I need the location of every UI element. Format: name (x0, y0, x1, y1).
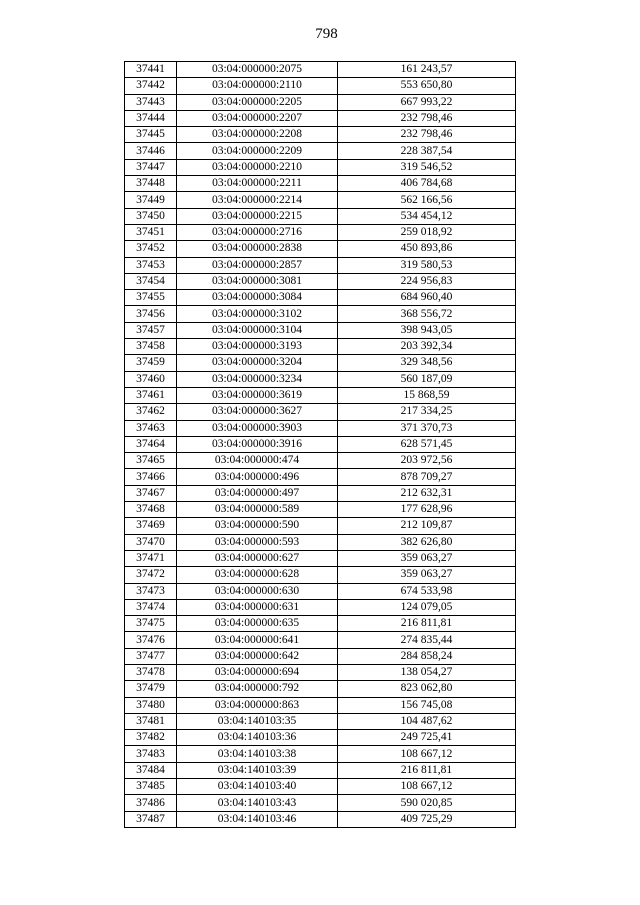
cadastral-value-cell: 562 166,56 (338, 192, 516, 208)
table-row (125, 387, 516, 403)
table-row (125, 502, 516, 518)
row-number-cell: 37462 (125, 404, 177, 420)
table-row (125, 469, 516, 485)
row-number-cell: 37482 (125, 730, 177, 746)
row-number-cell: 37460 (125, 371, 177, 387)
cadastral-number-cell: 03:04:000000:631 (177, 599, 338, 615)
cadastral-number-cell: 03:04:000000:3084 (177, 290, 338, 306)
table-row (125, 78, 516, 94)
table-row (125, 713, 516, 729)
row-number-cell: 37470 (125, 534, 177, 550)
cadastral-value-cell: 104 487,62 (338, 713, 516, 729)
cadastral-number-cell: 03:04:000000:3234 (177, 371, 338, 387)
row-number-cell: 37485 (125, 779, 177, 795)
table-row (125, 192, 516, 208)
cadastral-number-cell: 03:04:000000:474 (177, 453, 338, 469)
row-number-cell: 37467 (125, 485, 177, 501)
cadastre-value-table (124, 61, 516, 828)
row-number-cell: 37441 (125, 62, 177, 78)
cadastral-value-cell: 228 387,54 (338, 143, 516, 159)
row-number-cell: 37463 (125, 420, 177, 436)
table-row (125, 811, 516, 827)
cadastral-number-cell: 03:04:000000:3104 (177, 322, 338, 338)
row-number-cell: 37472 (125, 567, 177, 583)
cadastral-value-cell: 212 632,31 (338, 485, 516, 501)
cadastral-value-cell: 224 956,83 (338, 273, 516, 289)
table-row (125, 339, 516, 355)
table-row (125, 404, 516, 420)
cadastral-number-cell: 03:04:000000:3193 (177, 339, 338, 355)
cadastral-value-cell: 124 079,05 (338, 599, 516, 615)
cadastral-value-cell: 156 745,08 (338, 697, 516, 713)
row-number-cell: 37464 (125, 436, 177, 452)
table-row (125, 599, 516, 615)
cadastral-value-cell: 217 334,25 (338, 404, 516, 420)
table-row (125, 159, 516, 175)
row-number-cell: 37453 (125, 257, 177, 273)
cadastral-number-cell: 03:04:000000:863 (177, 697, 338, 713)
row-number-cell: 37449 (125, 192, 177, 208)
cadastral-value-cell: 232 798,46 (338, 127, 516, 143)
cadastral-number-cell: 03:04:000000:2716 (177, 224, 338, 240)
table-row (125, 632, 516, 648)
cadastral-value-cell: 212 109,87 (338, 518, 516, 534)
cadastral-number-cell: 03:04:140103:35 (177, 713, 338, 729)
table-row (125, 746, 516, 762)
row-number-cell: 37473 (125, 583, 177, 599)
row-number-cell: 37480 (125, 697, 177, 713)
table-row (125, 110, 516, 126)
cadastral-value-cell: 368 556,72 (338, 306, 516, 322)
table-row (125, 583, 516, 599)
row-number-cell: 37466 (125, 469, 177, 485)
row-number-cell: 37471 (125, 550, 177, 566)
table-row (125, 371, 516, 387)
table-row (125, 306, 516, 322)
cadastral-value-cell: 232 798,46 (338, 110, 516, 126)
cadastral-value-cell: 259 018,92 (338, 224, 516, 240)
table-row (125, 730, 516, 746)
cadastral-number-cell: 03:04:000000:2207 (177, 110, 338, 126)
cadastral-number-cell: 03:04:000000:3204 (177, 355, 338, 371)
cadastral-number-cell: 03:04:000000:497 (177, 485, 338, 501)
table-row (125, 127, 516, 143)
cadastral-number-cell: 03:04:000000:630 (177, 583, 338, 599)
cadastral-value-cell: 108 667,12 (338, 779, 516, 795)
cadastral-number-cell: 03:04:000000:2211 (177, 176, 338, 192)
table-row (125, 648, 516, 664)
cadastral-value-cell: 534 454,12 (338, 208, 516, 224)
cadastral-value-cell: 406 784,68 (338, 176, 516, 192)
cadastral-value-cell: 359 063,27 (338, 550, 516, 566)
row-number-cell: 37448 (125, 176, 177, 192)
cadastral-value-cell: 878 709,27 (338, 469, 516, 485)
cadastral-number-cell: 03:04:000000:2215 (177, 208, 338, 224)
cadastral-value-cell: 108 667,12 (338, 746, 516, 762)
cadastral-number-cell: 03:04:000000:2214 (177, 192, 338, 208)
cadastral-number-cell: 03:04:000000:3081 (177, 273, 338, 289)
cadastral-value-cell: 177 628,96 (338, 502, 516, 518)
page-number: 798 (315, 26, 338, 42)
cadastral-number-cell: 03:04:000000:694 (177, 664, 338, 680)
table-row (125, 322, 516, 338)
cadastral-number-cell: 03:04:000000:496 (177, 469, 338, 485)
row-number-cell: 37486 (125, 795, 177, 811)
cadastral-value-cell: 553 650,80 (338, 78, 516, 94)
cadastral-value-cell: 359 063,27 (338, 567, 516, 583)
cadastral-number-cell: 03:04:000000:792 (177, 681, 338, 697)
cadastral-value-cell: 560 187,09 (338, 371, 516, 387)
cadastral-number-cell: 03:04:000000:2209 (177, 143, 338, 159)
table-row (125, 567, 516, 583)
cadastral-number-cell: 03:04:000000:3903 (177, 420, 338, 436)
cadastral-value-cell: 216 811,81 (338, 762, 516, 778)
table-row (125, 62, 516, 78)
table-row (125, 224, 516, 240)
cadastral-value-cell: 823 062,80 (338, 681, 516, 697)
cadastral-value-cell: 284 858,24 (338, 648, 516, 664)
cadastral-number-cell: 03:04:140103:38 (177, 746, 338, 762)
cadastral-number-cell: 03:04:000000:641 (177, 632, 338, 648)
row-number-cell: 37447 (125, 159, 177, 175)
cadastral-value-cell: 371 370,73 (338, 420, 516, 436)
table-row (125, 241, 516, 257)
table-row (125, 273, 516, 289)
cadastral-value-cell: 450 893,86 (338, 241, 516, 257)
table-row (125, 550, 516, 566)
table-row (125, 257, 516, 273)
row-number-cell: 37458 (125, 339, 177, 355)
row-number-cell: 37481 (125, 713, 177, 729)
cadastral-number-cell: 03:04:140103:39 (177, 762, 338, 778)
row-number-cell: 37468 (125, 502, 177, 518)
cadastral-number-cell: 03:04:000000:2210 (177, 159, 338, 175)
row-number-cell: 37465 (125, 453, 177, 469)
cadastral-number-cell: 03:04:140103:43 (177, 795, 338, 811)
table-row (125, 616, 516, 632)
cadastral-number-cell: 03:04:140103:36 (177, 730, 338, 746)
table-row (125, 94, 516, 110)
cadastral-number-cell: 03:04:000000:3916 (177, 436, 338, 452)
row-number-cell: 37455 (125, 290, 177, 306)
cadastral-number-cell: 03:04:000000:642 (177, 648, 338, 664)
row-number-cell: 37442 (125, 78, 177, 94)
cadastral-number-cell: 03:04:000000:2110 (177, 78, 338, 94)
cadastral-number-cell: 03:04:000000:593 (177, 534, 338, 550)
cadastral-value-cell: 203 972,56 (338, 453, 516, 469)
cadastral-number-cell: 03:04:000000:2838 (177, 241, 338, 257)
row-number-cell: 37461 (125, 387, 177, 403)
cadastral-value-cell: 138 054,27 (338, 664, 516, 680)
table-row (125, 420, 516, 436)
cadastral-value-cell: 203 392,34 (338, 339, 516, 355)
row-number-cell: 37474 (125, 599, 177, 615)
table-row (125, 208, 516, 224)
row-number-cell: 37479 (125, 681, 177, 697)
row-number-cell: 37444 (125, 110, 177, 126)
cadastral-number-cell: 03:04:000000:590 (177, 518, 338, 534)
table-body (125, 62, 516, 828)
row-number-cell: 37475 (125, 616, 177, 632)
cadastral-number-cell: 03:04:000000:589 (177, 502, 338, 518)
cadastral-value-cell: 628 571,45 (338, 436, 516, 452)
table-row (125, 795, 516, 811)
cadastral-value-cell: 274 835,44 (338, 632, 516, 648)
table-row (125, 697, 516, 713)
cadastral-value-cell: 216 811,81 (338, 616, 516, 632)
row-number-cell: 37446 (125, 143, 177, 159)
table-row (125, 355, 516, 371)
table-row (125, 485, 516, 501)
row-number-cell: 37457 (125, 322, 177, 338)
cadastral-number-cell: 03:04:000000:627 (177, 550, 338, 566)
table-row (125, 681, 516, 697)
cadastral-value-cell: 161 243,57 (338, 62, 516, 78)
table-row (125, 534, 516, 550)
cadastral-number-cell: 03:04:000000:628 (177, 567, 338, 583)
cadastral-number-cell: 03:04:000000:2205 (177, 94, 338, 110)
cadastral-number-cell: 03:04:000000:2075 (177, 62, 338, 78)
row-number-cell: 37445 (125, 127, 177, 143)
cadastral-number-cell: 03:04:000000:2208 (177, 127, 338, 143)
row-number-cell: 37477 (125, 648, 177, 664)
row-number-cell: 37476 (125, 632, 177, 648)
cadastral-value-cell: 667 993,22 (338, 94, 516, 110)
table-row (125, 762, 516, 778)
table-row (125, 779, 516, 795)
cadastral-value-cell: 398 943,05 (338, 322, 516, 338)
cadastral-number-cell: 03:04:140103:40 (177, 779, 338, 795)
cadastral-value-cell: 329 348,56 (338, 355, 516, 371)
cadastral-value-cell: 409 725,29 (338, 811, 516, 827)
row-number-cell: 37484 (125, 762, 177, 778)
cadastral-value-cell: 382 626,80 (338, 534, 516, 550)
row-number-cell: 37478 (125, 664, 177, 680)
cadastral-number-cell: 03:04:000000:635 (177, 616, 338, 632)
table-row (125, 518, 516, 534)
row-number-cell: 37456 (125, 306, 177, 322)
table-row (125, 664, 516, 680)
cadastral-number-cell: 03:04:000000:2857 (177, 257, 338, 273)
row-number-cell: 37452 (125, 241, 177, 257)
row-number-cell: 37443 (125, 94, 177, 110)
table-row (125, 143, 516, 159)
cadastral-value-cell: 590 020,85 (338, 795, 516, 811)
row-number-cell: 37469 (125, 518, 177, 534)
cadastral-value-cell: 15 868,59 (338, 387, 516, 403)
table-row (125, 436, 516, 452)
row-number-cell: 37454 (125, 273, 177, 289)
cadastral-number-cell: 03:04:000000:3627 (177, 404, 338, 420)
cadastral-value-cell: 249 725,41 (338, 730, 516, 746)
cadastral-value-cell: 674 533,98 (338, 583, 516, 599)
cadastral-number-cell: 03:04:140103:46 (177, 811, 338, 827)
table-row (125, 453, 516, 469)
table-row (125, 176, 516, 192)
cadastral-number-cell: 03:04:000000:3102 (177, 306, 338, 322)
cadastral-value-cell: 319 546,52 (338, 159, 516, 175)
table-row (125, 290, 516, 306)
row-number-cell: 37459 (125, 355, 177, 371)
cadastral-value-cell: 319 580,53 (338, 257, 516, 273)
row-number-cell: 37487 (125, 811, 177, 827)
row-number-cell: 37451 (125, 224, 177, 240)
row-number-cell: 37450 (125, 208, 177, 224)
cadastral-value-cell: 684 960,40 (338, 290, 516, 306)
cadastral-number-cell: 03:04:000000:3619 (177, 387, 338, 403)
row-number-cell: 37483 (125, 746, 177, 762)
